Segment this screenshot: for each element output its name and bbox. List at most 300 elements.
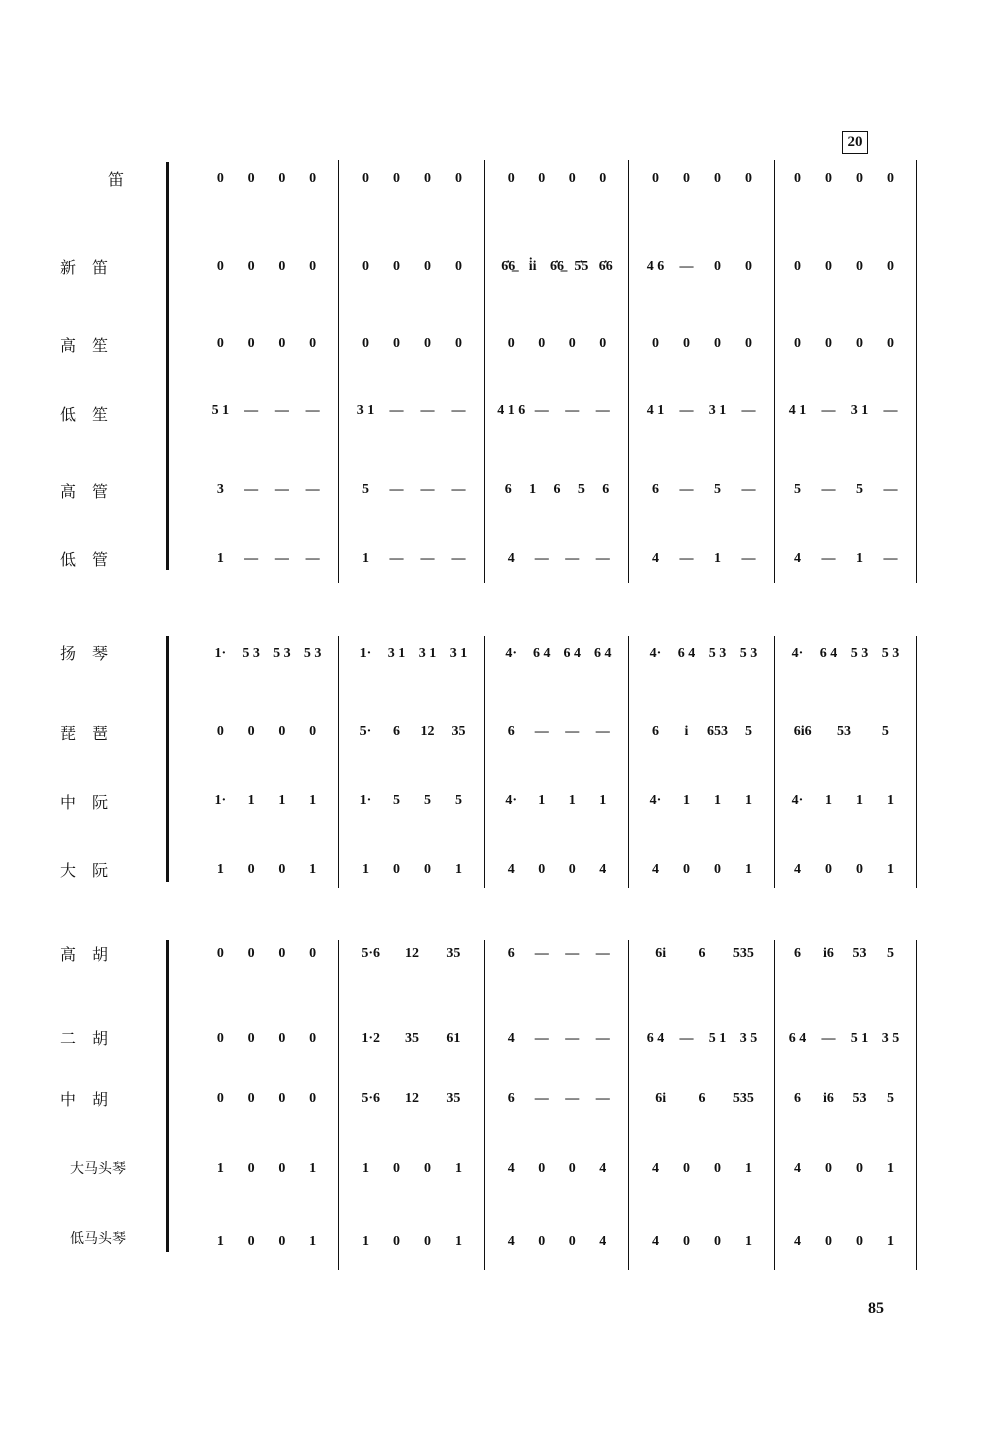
note: 0 [825, 1161, 832, 1176]
note: 0 [424, 1234, 431, 1249]
bar-line [916, 636, 917, 888]
note: 0 [309, 259, 317, 274]
note: 1 [309, 793, 317, 808]
note: 0 [393, 1161, 400, 1176]
note: 0 [247, 724, 255, 739]
note: 1 [278, 793, 286, 808]
note: 5 3 [303, 646, 322, 661]
note: 1 [745, 862, 752, 877]
note: — [244, 551, 259, 566]
bar-line [774, 636, 775, 888]
note: 0 [309, 171, 317, 186]
note: 0 [424, 259, 431, 274]
note: 0 [683, 1161, 690, 1176]
note: 0 [568, 1161, 576, 1176]
note: 1 [856, 793, 863, 808]
note: 6̇6̲ [501, 259, 516, 274]
plucked-bracket [166, 636, 169, 882]
winds-bracket [166, 162, 169, 570]
note: 1 [825, 793, 832, 808]
note: 6 [794, 946, 801, 961]
note: 0 [599, 171, 607, 186]
note: 1 [714, 793, 721, 808]
note: 0 [507, 336, 515, 351]
note: 0 [794, 336, 801, 351]
note: — [565, 403, 580, 418]
note: 0 [278, 1031, 286, 1046]
note: 1· [214, 646, 227, 661]
instrument-label: 二 胡 [60, 1029, 109, 1048]
note: 5· [359, 724, 372, 739]
note: 1 [745, 1234, 752, 1249]
instrument-label: 高 胡 [60, 945, 109, 964]
note: 5·6 [361, 946, 380, 961]
note: 1 [529, 482, 537, 497]
note: 4 [652, 1234, 659, 1249]
note: — [244, 403, 259, 418]
bar-line [338, 940, 339, 1270]
note: 0 [247, 259, 255, 274]
note: 0 [745, 171, 752, 186]
note: — [420, 482, 435, 497]
note: 6i6 [793, 724, 812, 739]
bar-line [774, 160, 775, 583]
note: 1 [887, 862, 894, 877]
note: 0 [856, 336, 863, 351]
bar-line [338, 636, 339, 888]
note: — [274, 403, 289, 418]
note: 0 [309, 336, 317, 351]
note: 4 [599, 1234, 607, 1249]
note: 0 [362, 171, 369, 186]
note: — [821, 551, 836, 566]
note: 0 [568, 862, 576, 877]
note: — [534, 551, 549, 566]
instrument-label: 大马头琴 [70, 1161, 126, 1177]
note: 6 [553, 482, 561, 497]
note: — [679, 403, 694, 418]
note: 0 [714, 259, 721, 274]
note: 35 [446, 1091, 461, 1106]
note: 6 [507, 1091, 515, 1106]
note: 1 [216, 1234, 224, 1249]
note: 0 [538, 1234, 546, 1249]
note: 3 1 [850, 403, 869, 418]
note: 5 [714, 482, 721, 497]
note: 4 [507, 1234, 515, 1249]
note: 4· [791, 646, 804, 661]
note: 6 [652, 724, 659, 739]
note: 6 4 [594, 646, 612, 661]
note: 0 [568, 1234, 576, 1249]
note: 0 [887, 171, 894, 186]
note: — [741, 403, 756, 418]
note: 0 [216, 724, 224, 739]
instrument-label: 中 胡 [60, 1090, 109, 1109]
note: 0 [825, 336, 832, 351]
note: 0 [825, 171, 832, 186]
note: — [821, 482, 836, 497]
note: 0 [856, 1161, 863, 1176]
bar-line [628, 940, 629, 1270]
note: — [595, 551, 610, 566]
note: 1 [247, 793, 255, 808]
note: 5 3 [273, 646, 291, 661]
note: 6 4 [533, 646, 551, 661]
instrument-label: 大 阮 [60, 861, 109, 880]
note: 0 [278, 171, 286, 186]
note: — [305, 551, 320, 566]
note: 61 [446, 1031, 461, 1046]
note: 0 [393, 336, 400, 351]
note: 5 3 [881, 646, 900, 661]
note: 0 [278, 259, 286, 274]
note: 0 [652, 336, 659, 351]
note: 0 [247, 336, 255, 351]
note: 4· [505, 793, 518, 808]
note: 4 1 [646, 403, 665, 418]
note: 0 [683, 336, 690, 351]
note: i6 [823, 1091, 834, 1106]
note: 4 1 6 [497, 403, 526, 418]
note: 4 [599, 862, 607, 877]
note: 0 [507, 171, 515, 186]
note: 0 [794, 259, 801, 274]
note: 1 [714, 551, 721, 566]
note: 0 [745, 259, 752, 274]
note: 0 [247, 1234, 255, 1249]
note: 0 [393, 862, 400, 877]
note: 5 [577, 482, 585, 497]
note: 5 1 [211, 403, 230, 418]
note: 6 4 [563, 646, 581, 661]
instrument-label: 扬 琴 [60, 644, 109, 663]
note: 1 [856, 551, 863, 566]
note: 5 [887, 1091, 894, 1106]
note: — [883, 551, 898, 566]
note: 0 [455, 259, 462, 274]
note: 535 [732, 1091, 754, 1106]
note: 5 [794, 482, 801, 497]
note: 0 [424, 1161, 431, 1176]
note: 0 [309, 946, 317, 961]
note: 5 [424, 793, 431, 808]
note: 4 [652, 551, 659, 566]
note: i [684, 724, 689, 739]
note: 1 [362, 1161, 369, 1176]
note: 0 [216, 1031, 224, 1046]
note: 6 [652, 482, 659, 497]
bar-line [338, 160, 339, 583]
note: — [420, 551, 435, 566]
note: — [565, 1091, 580, 1106]
note: — [595, 1031, 610, 1046]
note: 535 [732, 946, 754, 961]
note: 0 [247, 1031, 255, 1046]
note: 6 [507, 724, 515, 739]
note: 1 [887, 1161, 894, 1176]
note: — [420, 403, 435, 418]
note: 0 [714, 1161, 721, 1176]
note: 4 [507, 551, 515, 566]
note: — [274, 551, 289, 566]
note: 5 3 [708, 646, 727, 661]
note: — [821, 403, 836, 418]
note: 1 [887, 1234, 894, 1249]
note: 0 [393, 171, 400, 186]
note: 0 [278, 336, 286, 351]
bowed-bracket [166, 940, 169, 1252]
note: 5 [887, 946, 894, 961]
note: 5 [362, 482, 369, 497]
note: — [679, 551, 694, 566]
note: 1 [745, 793, 752, 808]
note: — [451, 482, 466, 497]
note: 0 [424, 336, 431, 351]
note: 0 [538, 336, 546, 351]
note: 0 [455, 171, 462, 186]
note: — [534, 1031, 549, 1046]
note: 3 5 [881, 1031, 900, 1046]
note: 35 [451, 724, 466, 739]
note: 4 [794, 862, 801, 877]
note: 0 [393, 1234, 400, 1249]
note: 5 3 [739, 646, 758, 661]
note: 1 [538, 793, 546, 808]
note: 1 [455, 862, 462, 877]
note: 1 [362, 862, 369, 877]
note: — [274, 482, 289, 497]
note: 1 [683, 793, 690, 808]
bar-line [916, 160, 917, 583]
note: 4 [599, 1161, 607, 1176]
note: 12 [420, 724, 435, 739]
note: 6 [507, 946, 515, 961]
note: 6̇6 [598, 259, 613, 274]
note: 6 4 [677, 646, 696, 661]
note: 4 [794, 551, 801, 566]
note: 1· [359, 793, 372, 808]
note: 1 [216, 862, 224, 877]
note: — [305, 403, 320, 418]
instrument-label: 高 管 [60, 482, 109, 501]
note: 5 3 [242, 646, 260, 661]
note: 4 [794, 1234, 801, 1249]
note: 0 [309, 1091, 317, 1106]
note: — [679, 1031, 694, 1046]
note: 35 [446, 946, 461, 961]
note: 3 1 [387, 646, 406, 661]
bar-line [774, 940, 775, 1270]
note: 1 [599, 793, 607, 808]
note: 0 [683, 171, 690, 186]
note: — [595, 403, 610, 418]
page-number: 85 [868, 1300, 884, 1317]
note: 0 [825, 259, 832, 274]
instrument-label: 低马头琴 [70, 1231, 126, 1247]
note: — [883, 403, 898, 418]
note: — [565, 724, 580, 739]
note: 0 [247, 862, 255, 877]
note: 0 [825, 862, 832, 877]
note: 4 [507, 1161, 515, 1176]
note: 0 [247, 171, 255, 186]
bar-line [628, 636, 629, 888]
note: 4 [507, 862, 515, 877]
note: 0 [568, 171, 576, 186]
note: — [565, 1031, 580, 1046]
note: 4· [649, 793, 662, 808]
note: 3 [216, 482, 224, 497]
note: 0 [278, 1234, 286, 1249]
note: 1 [216, 1161, 224, 1176]
note: — [389, 403, 404, 418]
note: 1 [362, 551, 369, 566]
note: 3 1 [356, 403, 375, 418]
rehearsal-mark: 20 [842, 131, 868, 154]
bar-line [484, 160, 485, 583]
note: 1 [362, 1234, 369, 1249]
note: 12 [404, 1091, 419, 1106]
note: 0 [887, 336, 894, 351]
note: 0 [538, 862, 546, 877]
note: 0 [683, 1234, 690, 1249]
note: 4 [652, 1161, 659, 1176]
note: 1 [309, 1234, 317, 1249]
note: 6 [698, 1091, 706, 1106]
note: — [821, 1031, 836, 1046]
bar-line [916, 940, 917, 1270]
note: — [534, 1091, 549, 1106]
instrument-label: 高 笙 [60, 336, 109, 355]
note: 0 [683, 862, 690, 877]
note: 3 1 [418, 646, 437, 661]
note: — [595, 1091, 610, 1106]
note: 0 [216, 336, 224, 351]
note: — [244, 482, 259, 497]
note: 0 [856, 259, 863, 274]
note: 1 [216, 551, 224, 566]
note: 53 [852, 1091, 867, 1106]
note: 0 [455, 336, 462, 351]
note: 1·2 [361, 1031, 380, 1046]
note: 0 [247, 1161, 255, 1176]
note: 5 1 [850, 1031, 869, 1046]
note: 0 [652, 171, 659, 186]
note: — [451, 551, 466, 566]
note: 0 [216, 1091, 224, 1106]
note: — [451, 403, 466, 418]
note: — [534, 403, 549, 418]
note: 0 [309, 1031, 317, 1046]
note: 0 [599, 336, 607, 351]
note: 6 [698, 946, 706, 961]
note: 1 [309, 1161, 317, 1176]
note: 5 [455, 793, 462, 808]
note: 0 [216, 259, 224, 274]
note: 6 [794, 1091, 801, 1106]
note: 0 [278, 862, 286, 877]
note: 5 [745, 724, 752, 739]
note: 1· [359, 646, 372, 661]
note: — [679, 259, 694, 274]
note: 653 [707, 724, 728, 739]
note: 0 [216, 946, 224, 961]
note: 53 [836, 724, 851, 739]
note: 4 [652, 862, 659, 877]
note: 0 [247, 946, 255, 961]
note: 1 [455, 1234, 462, 1249]
note: — [741, 482, 756, 497]
note: 1· [214, 793, 227, 808]
note: 1 [309, 862, 317, 877]
note: 0 [216, 171, 224, 186]
note: 0 [714, 1234, 721, 1249]
note: 6 [504, 482, 512, 497]
note: 1 [887, 793, 894, 808]
instrument-label: 中 阮 [60, 793, 109, 812]
note: 4· [791, 793, 804, 808]
note: 0 [278, 1161, 286, 1176]
note: 5 3 [850, 646, 869, 661]
note: 4 6 [646, 259, 665, 274]
note: 1 [745, 1161, 752, 1176]
note: — [565, 551, 580, 566]
note: — [389, 551, 404, 566]
note: — [534, 724, 549, 739]
bar-line [628, 160, 629, 583]
note: 5 [856, 482, 863, 497]
note: 4· [505, 646, 518, 661]
note: 6 4 [819, 646, 838, 661]
note: 0 [278, 724, 286, 739]
note: 4 [794, 1161, 801, 1176]
note: i̇i [528, 259, 537, 274]
note: 0 [278, 1091, 286, 1106]
note: 0 [714, 336, 721, 351]
instrument-label: 笛 [108, 170, 125, 189]
note: 5̇5 [574, 259, 589, 274]
note: — [741, 551, 756, 566]
note: 6i [655, 1091, 667, 1106]
note: 0 [794, 171, 801, 186]
note: 0 [424, 171, 431, 186]
note: 4 [507, 1031, 515, 1046]
bar-line [484, 636, 485, 888]
note: — [679, 482, 694, 497]
note: 6 [602, 482, 610, 497]
note: 12 [404, 946, 419, 961]
note: 0 [568, 336, 576, 351]
note: 5 [881, 724, 889, 739]
note: 0 [714, 171, 721, 186]
instrument-label: 低 管 [60, 550, 109, 569]
note: 6 4 [788, 1031, 807, 1046]
note: 6 [393, 724, 400, 739]
note: 0 [538, 171, 546, 186]
note: i6 [823, 946, 834, 961]
note: 0 [362, 336, 369, 351]
note: 0 [309, 724, 317, 739]
note: 0 [856, 862, 863, 877]
note: 6 4 [646, 1031, 665, 1046]
note: 1 [568, 793, 576, 808]
note: — [595, 724, 610, 739]
note: 5·6 [361, 1091, 380, 1106]
note: 0 [393, 259, 400, 274]
note: — [389, 482, 404, 497]
note: 0 [714, 862, 721, 877]
